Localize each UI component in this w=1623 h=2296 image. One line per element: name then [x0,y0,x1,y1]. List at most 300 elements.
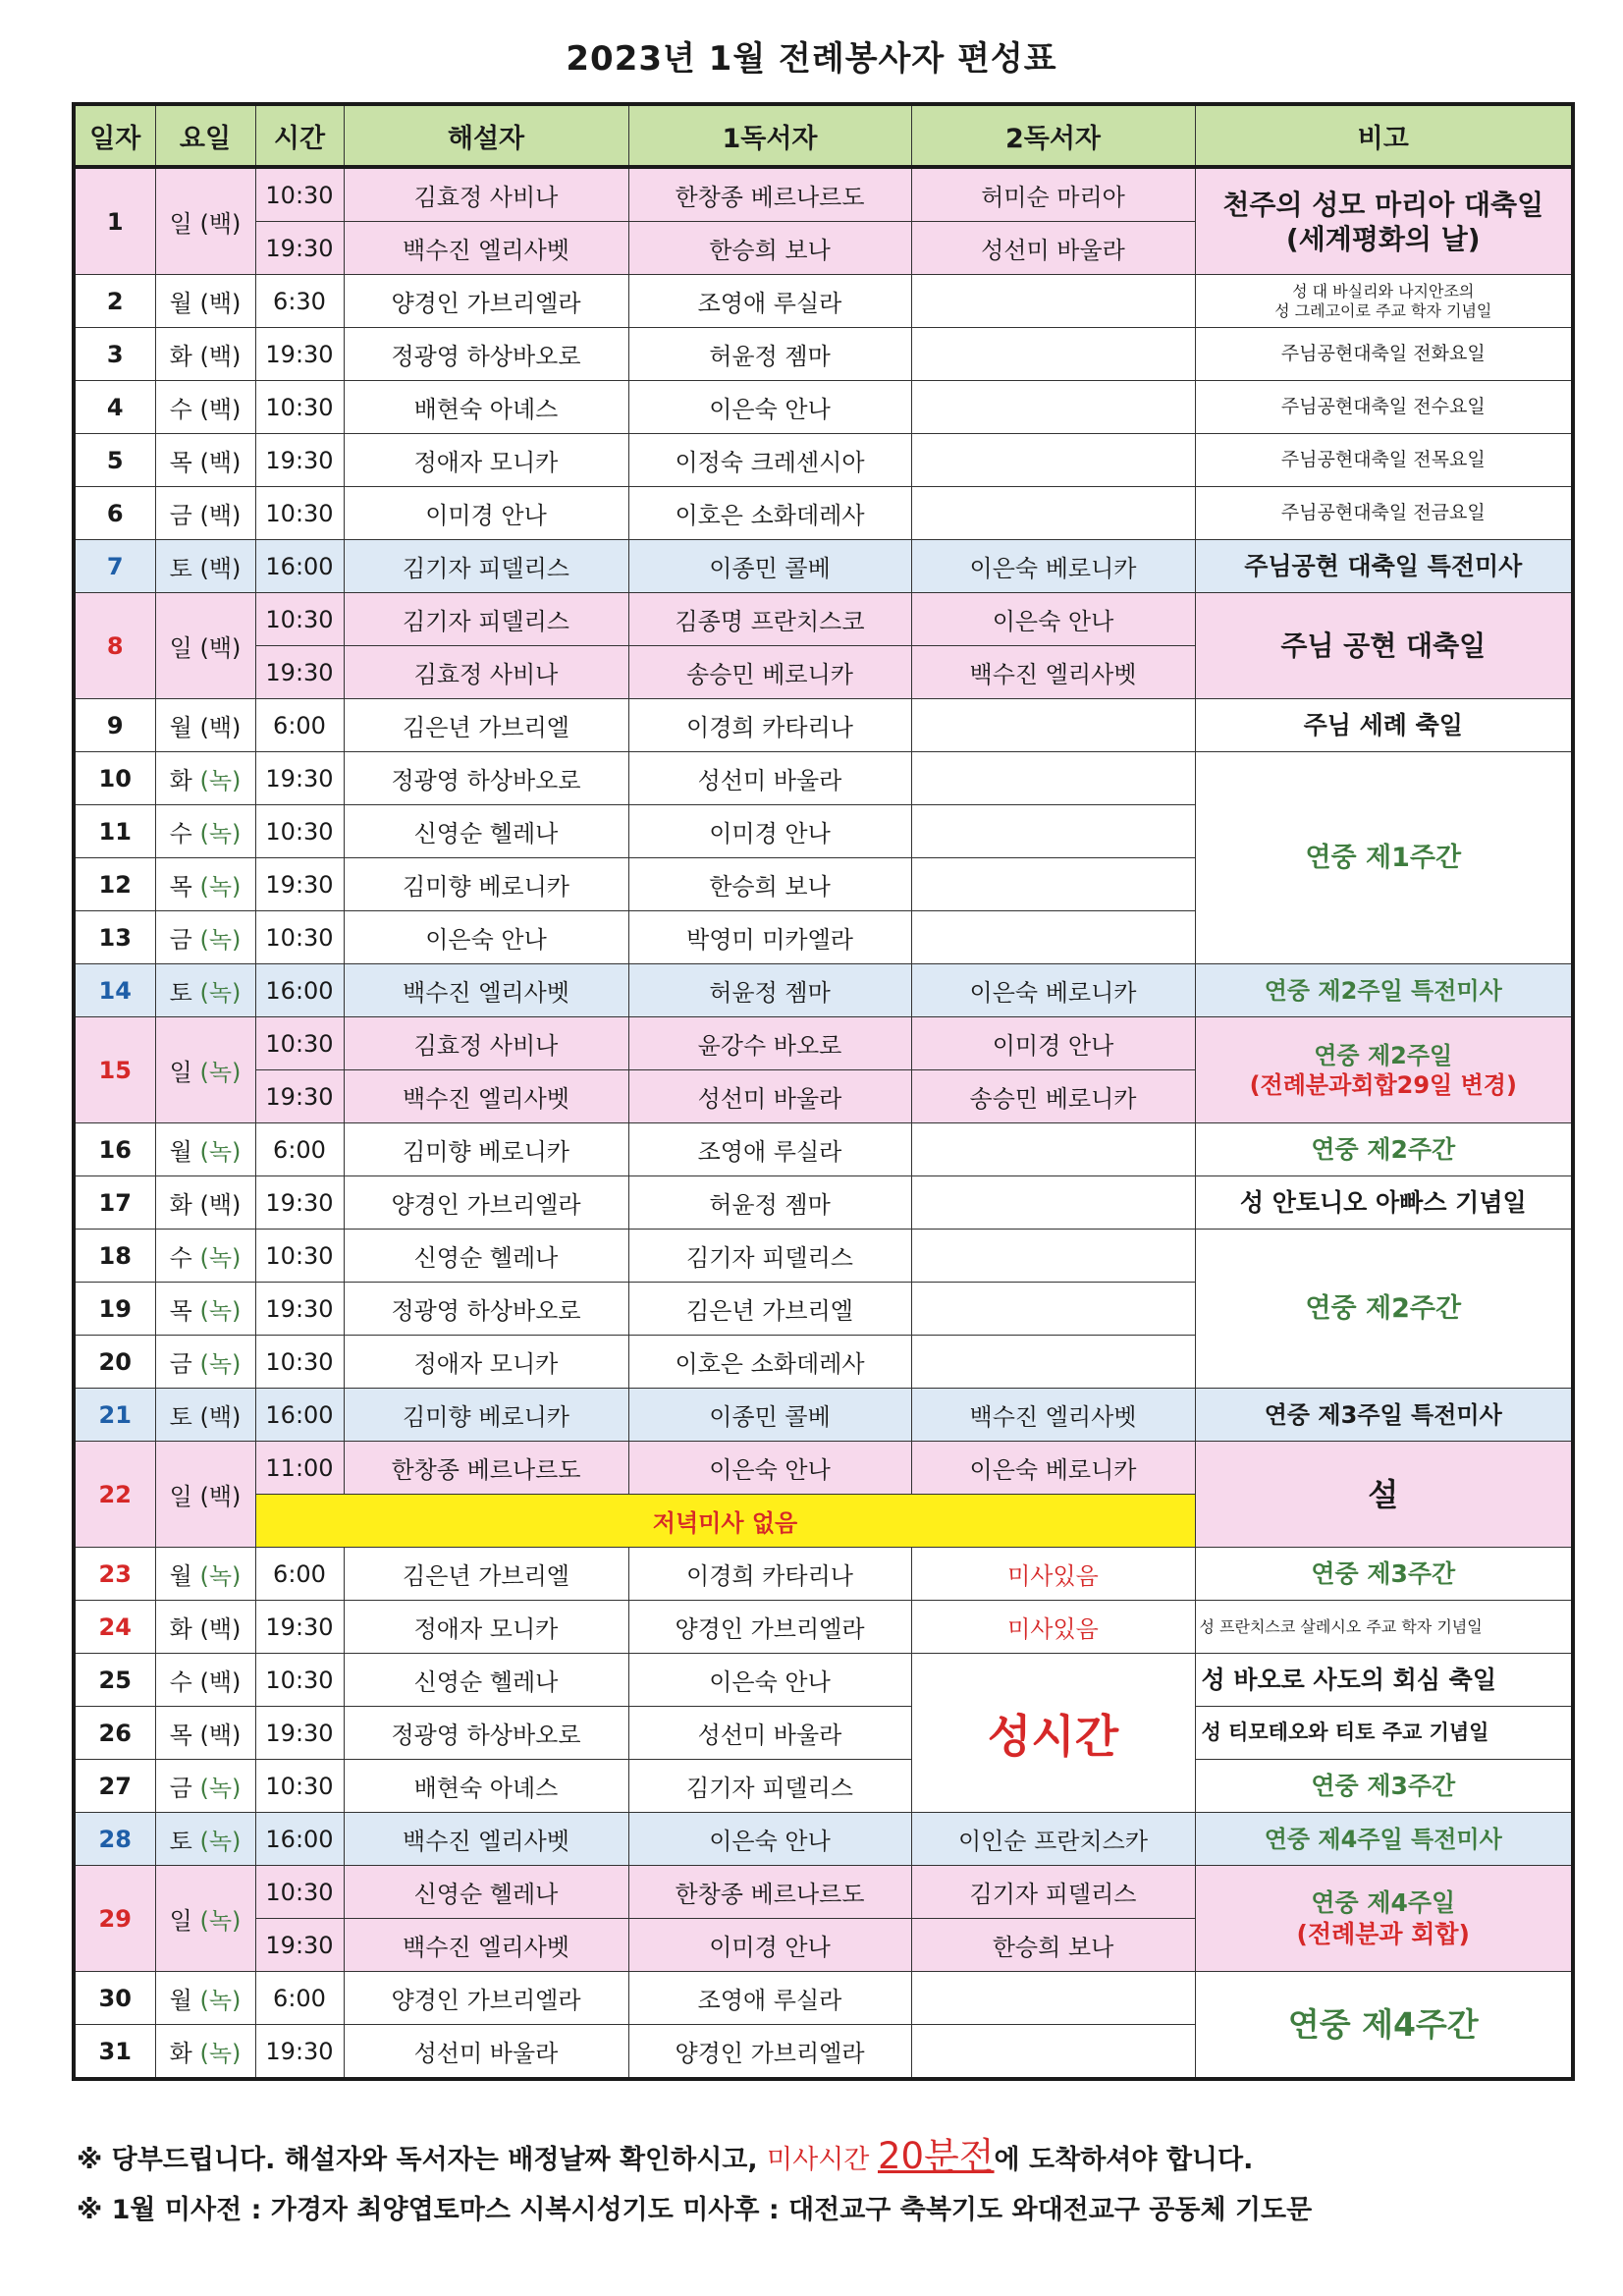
weekday-label: 화 [169,767,192,794]
table-row [74,1972,1573,2025]
commentator-cell: 양경인 가브리엘라 [344,275,628,328]
weekday-cell [155,1654,255,1707]
day-cell: 8 [74,593,155,699]
reader1-cell: 이은숙 안나 [628,1654,911,1707]
weekday-cell [155,593,255,699]
notes-cell: 주님공현대축일 전목요일 [1195,434,1573,487]
reader2-cell: 허미순 마리아 [911,167,1195,222]
weekday-label: 월 [169,290,192,317]
reader2-cell [911,752,1195,805]
vestment-color: (녹) [199,1244,242,1272]
vestment-color: (백) [199,1668,242,1696]
table-row [74,1813,1573,1866]
weekday-cell [155,805,255,858]
header-commentator: 해설자 [344,104,628,167]
day-cell: 22 [74,1442,155,1548]
reader2-cell [911,1972,1195,2025]
commentator-cell: 정광영 하상바오로 [344,1707,628,1760]
commentator-cell: 이미경 안나 [344,487,628,540]
reader2-cell [911,381,1195,434]
table-row [74,434,1573,487]
notes-cell: 연중 제1주간 [1195,752,1573,964]
note-line: 연중 제4주일 [1311,1888,1456,1918]
weekday-cell [155,1707,255,1760]
day-cell: 16 [74,1123,155,1176]
reader2-cell [911,858,1195,911]
time-cell: 19:30 [255,1283,344,1336]
vestment-color: (백) [199,449,242,476]
reader1-cell: 한창종 베르나르도 [628,167,911,222]
no-evening-mass-banner: 저녁미사 없음 [255,1495,1195,1548]
commentator-cell: 백수진 엘리사벳 [344,1813,628,1866]
time-cell: 19:30 [255,646,344,699]
weekday-cell [155,1123,255,1176]
reader2-cell [911,1176,1195,1230]
weekday-label: 금 [169,1775,192,1802]
time-cell: 10:30 [255,1866,344,1919]
day-cell: 11 [74,805,155,858]
commentator-cell: 김기자 피델리스 [344,540,628,593]
note-line: 성 그레고이로 주교 학자 기념일 [1274,301,1492,320]
day-cell: 15 [74,1017,155,1123]
commentator-cell: 신영순 헬레나 [344,1654,628,1707]
weekday-cell [155,2025,255,2080]
vestment-color: (백) [199,396,242,423]
vestment-color: (녹) [199,2040,242,2067]
time-cell: 10:30 [255,593,344,646]
vestment-color: (백) [199,634,242,662]
commentator-cell: 배현숙 아녜스 [344,1760,628,1813]
weekday-cell [155,1389,255,1442]
commentator-cell: 정광영 하상바오로 [344,752,628,805]
vestment-color: (녹) [199,1297,242,1325]
weekday-cell [155,858,255,911]
note-line: (세계평화의 날) [1285,222,1481,255]
reader1-cell: 허윤정 젬마 [628,964,911,1017]
time-cell: 19:30 [255,328,344,381]
reader1-cell: 한승희 보나 [628,222,911,275]
day-cell: 10 [74,752,155,805]
notes-cell: 주님공현대축일 전수요일 [1195,381,1573,434]
notes-cell: 연중 제4주간 [1195,1972,1573,2080]
weekday-cell [155,752,255,805]
weekday-label: 수 [169,1668,192,1696]
time-cell: 6:30 [255,275,344,328]
weekday-cell [155,1548,255,1601]
reader1-cell: 조영애 루실라 [628,1972,911,2025]
weekday-label: 수 [169,1244,192,1272]
reader1-cell: 양경인 가브리엘라 [628,1601,911,1654]
commentator-cell: 양경인 가브리엘라 [344,1972,628,2025]
reader1-cell: 이경희 카타리나 [628,699,911,752]
time-cell: 10:30 [255,1230,344,1283]
reader1-cell: 김기자 피델리스 [628,1230,911,1283]
reader1-cell: 이종민 콜베 [628,540,911,593]
time-cell: 19:30 [255,1919,344,1972]
table-row [74,1123,1573,1176]
table-row [74,1866,1573,1919]
header-notes: 비고 [1195,104,1573,167]
reader2-cell: 이은숙 베로니카 [911,964,1195,1017]
day-cell: 28 [74,1813,155,1866]
note-line: 천주의 성모 마리아 대축일 [1222,188,1544,221]
reader1-cell: 김은년 가브리엘 [628,1283,911,1336]
vestment-color: (녹) [199,1562,242,1590]
reader2-cell [911,275,1195,328]
table-row [74,1548,1573,1601]
table-row [74,752,1573,805]
reader1-cell: 이호은 소화데레사 [628,487,911,540]
reader1-cell: 한창종 베르나르도 [628,1866,911,1919]
reader2-cell: 김기자 피델리스 [911,1866,1195,1919]
reader1-cell: 송승민 베로니카 [628,646,911,699]
commentator-cell: 정광영 하상바오로 [344,1283,628,1336]
commentator-cell: 신영순 헬레나 [344,1230,628,1283]
day-cell: 1 [74,167,155,275]
notes-cell: 주님공현대축일 전금요일 [1195,487,1573,540]
day-cell: 14 [74,964,155,1017]
commentator-cell: 정광영 하상바오로 [344,328,628,381]
weekday-label: 토 [169,979,192,1007]
reader1-cell: 양경인 가브리엘라 [628,2025,911,2080]
weekday-label: 월 [169,1562,192,1590]
vestment-color: (녹) [199,1350,242,1378]
weekday-label: 화 [169,2040,192,2067]
vestment-color: (백) [199,1483,242,1510]
commentator-cell: 정애자 모니카 [344,1336,628,1389]
notes-cell: 연중 제2주일 특전미사 [1195,964,1573,1017]
weekday-cell [155,275,255,328]
reader1-cell: 허윤정 젬마 [628,1176,911,1230]
day-cell: 19 [74,1283,155,1336]
commentator-cell: 김효정 사비나 [344,646,628,699]
reader2-cell [911,911,1195,964]
weekday-cell [155,1601,255,1654]
time-cell: 19:30 [255,752,344,805]
weekday-label: 일 [169,1483,192,1510]
reader1-cell: 이경희 카타리나 [628,1548,911,1601]
time-cell: 11:00 [255,1442,344,1495]
notes-cell: 설 [1195,1442,1573,1548]
reader2-cell [911,805,1195,858]
day-cell: 24 [74,1601,155,1654]
day-cell: 26 [74,1707,155,1760]
commentator-cell: 백수진 엘리사벳 [344,1919,628,1972]
time-cell: 6:00 [255,699,344,752]
reader2-cell: 성선미 바울라 [911,222,1195,275]
weekday-label: 토 [169,555,192,582]
weekday-cell [155,1017,255,1123]
table-row [74,1176,1573,1230]
time-cell: 10:30 [255,1336,344,1389]
reader1-cell: 이종민 콜베 [628,1389,911,1442]
weekday-label: 금 [169,502,192,529]
time-cell: 19:30 [255,434,344,487]
commentator-cell: 김기자 피델리스 [344,593,628,646]
commentator-cell: 배현숙 아녜스 [344,381,628,434]
notes-cell [1195,1866,1573,1972]
header-day: 일자 [74,104,155,167]
notes-cell: 연중 제3주간 [1195,1548,1573,1601]
schedule-table [72,102,1575,2081]
weekday-cell [155,1972,255,2025]
day-cell: 18 [74,1230,155,1283]
reader2-cell: 이인순 프란치스카 [911,1813,1195,1866]
weekday-cell [155,540,255,593]
weekday-label: 일 [169,1059,192,1086]
footer-text: ※ 당부드립니다. 해설자와 독서자는 배정날짜 확인하시고, [77,2145,768,2175]
time-cell: 19:30 [255,1176,344,1230]
note-line: 연중 제2주일 [1314,1041,1453,1069]
commentator-cell: 백수진 엘리사벳 [344,964,628,1017]
table-row [74,328,1573,381]
weekday-label: 화 [169,1191,192,1219]
footer-text-emphasis: 20분전 [877,2135,995,2177]
day-cell: 17 [74,1176,155,1230]
vestment-color: (녹) [199,1987,242,2014]
time-cell: 16:00 [255,1813,344,1866]
notes-cell: 성 티모테오와 티토 주교 기념일 [1195,1707,1573,1760]
weekday-cell [155,1866,255,1972]
day-cell: 30 [74,1972,155,2025]
weekday-cell [155,1283,255,1336]
time-cell: 16:00 [255,540,344,593]
notes-cell [1195,167,1573,275]
table-row [74,1442,1573,1495]
day-cell: 20 [74,1336,155,1389]
day-cell: 9 [74,699,155,752]
notes-cell: 주님 공현 대축일 [1195,593,1573,699]
weekday-cell [155,1813,255,1866]
reader1-cell: 윤강수 바오로 [628,1017,911,1070]
notes-cell: 성 안토니오 아빠스 기념일 [1195,1176,1573,1230]
time-cell: 10:30 [255,1760,344,1813]
reader2-cell: 성시간 [911,1654,1195,1813]
weekday-cell [155,434,255,487]
reader2-cell [911,434,1195,487]
commentator-cell: 정애자 모니카 [344,1601,628,1654]
vestment-color: (녹) [199,767,242,794]
weekday-cell [155,487,255,540]
weekday-label: 수 [169,396,192,423]
reader1-cell: 한승희 보나 [628,858,911,911]
notes-cell: 연중 제4주일 특전미사 [1195,1813,1573,1866]
reader1-cell: 성선미 바울라 [628,752,911,805]
reader1-cell: 김기자 피델리스 [628,1760,911,1813]
commentator-cell: 김미향 베로니카 [344,1123,628,1176]
reader2-cell [911,328,1195,381]
reader2-cell: 이은숙 베로니카 [911,1442,1195,1495]
reader2-cell [911,487,1195,540]
commentator-cell: 김효정 사비나 [344,1017,628,1070]
table-row [74,1707,1573,1760]
weekday-cell [155,328,255,381]
vestment-color: (녹) [199,873,242,901]
notes-cell: 연중 제3주일 특전미사 [1195,1389,1573,1442]
weekday-label: 화 [169,343,192,370]
vestment-color: (백) [199,1615,242,1643]
reader1-cell: 허윤정 젬마 [628,328,911,381]
time-cell: 6:00 [255,1972,344,2025]
reader1-cell: 이은숙 안나 [628,381,911,434]
weekday-label: 목 [169,1722,192,1749]
reader2-cell: 이은숙 베로니카 [911,540,1195,593]
commentator-cell: 김미향 베로니카 [344,1389,628,1442]
reader1-cell: 이은숙 안나 [628,1442,911,1495]
reader2-cell [911,1283,1195,1336]
commentator-cell: 양경인 가브리엘라 [344,1176,628,1230]
time-cell: 10:30 [255,805,344,858]
time-cell: 19:30 [255,858,344,911]
time-cell: 19:30 [255,2025,344,2080]
day-cell: 25 [74,1654,155,1707]
day-cell: 6 [74,487,155,540]
table-row [74,1654,1573,1707]
day-cell: 31 [74,2025,155,2080]
weekday-cell [155,1760,255,1813]
header-reader1: 1독서자 [628,104,911,167]
table-row [74,1017,1573,1070]
footer-prayer-note: ※ 1월 미사전 : 가경자 최양엽토마스 시복시성기도 미사후 : 대전교구 축복기도 와대전교구 공동체 기도문 [77,2195,1313,2225]
reader1-cell: 박영미 미카엘라 [628,911,911,964]
notes-cell: 연중 제2주간 [1195,1230,1573,1389]
note-line: 성 대 바실리와 나지안조의 [1292,281,1475,301]
commentator-cell: 백수진 엘리사벳 [344,1070,628,1123]
weekday-label: 월 [169,714,192,741]
reader2-cell: 미사있음 [911,1601,1195,1654]
vestment-color: (백) [199,1403,242,1431]
reader1-cell: 이미경 안나 [628,805,911,858]
weekday-cell [155,911,255,964]
commentator-cell: 김은년 가브리엘 [344,1548,628,1601]
time-cell: 10:30 [255,381,344,434]
reader2-cell: 백수진 엘리사벳 [911,1389,1195,1442]
header-row [74,104,1573,167]
reader2-cell: 한승희 보나 [911,1919,1195,1972]
note-line: (전례분과회합29일 변경) [1249,1070,1517,1099]
weekday-cell [155,1176,255,1230]
table-row [74,275,1573,328]
commentator-cell: 김은년 가브리엘 [344,699,628,752]
reader1-cell: 김종명 프란치스코 [628,593,911,646]
time-cell: 19:30 [255,1707,344,1760]
vestment-color: (백) [199,1191,242,1219]
reader2-cell: 백수진 엘리사벳 [911,646,1195,699]
time-cell: 16:00 [255,1389,344,1442]
vestment-color: (녹) [199,820,242,847]
page-title: 2023년 1월 전례봉사자 편성표 [566,39,1057,79]
time-cell: 16:00 [255,964,344,1017]
commentator-cell: 신영순 헬레나 [344,805,628,858]
vestment-color: (녹) [199,926,242,954]
commentator-cell: 김미향 베로니카 [344,858,628,911]
notes-cell: 성 바오로 사도의 회심 축일 [1195,1654,1573,1707]
notes-cell [1195,1017,1573,1123]
commentator-cell: 이은숙 안나 [344,911,628,964]
vestment-color: (녹) [199,1059,242,1086]
weekday-label: 일 [169,1907,192,1935]
time-cell: 10:30 [255,487,344,540]
note-line: (전례분과 회합) [1296,1919,1470,1948]
table-row [74,964,1573,1017]
reader2-cell: 이은숙 안나 [911,593,1195,646]
footer-text-red: 미사시간 [767,2145,878,2175]
time-cell: 10:30 [255,911,344,964]
weekday-label: 월 [169,1987,192,2014]
weekday-cell [155,964,255,1017]
header-time: 시간 [255,104,344,167]
notes-cell: 주님 세례 축일 [1195,699,1573,752]
weekday-cell [155,699,255,752]
commentator-cell: 성선미 바울라 [344,2025,628,2080]
reader1-cell: 이미경 안나 [628,1919,911,1972]
table-row [74,487,1573,540]
reader1-cell: 조영애 루실라 [628,1123,911,1176]
table-row [74,167,1573,222]
notes-cell [1195,275,1573,328]
weekday-cell [155,381,255,434]
weekday-cell [155,1230,255,1283]
day-cell: 4 [74,381,155,434]
commentator-cell: 김효정 사비나 [344,167,628,222]
vestment-color: (백) [199,555,242,582]
reader2-cell: 송승민 베로니카 [911,1070,1195,1123]
footer-text: 에 도착하셔야 합니다. [994,2145,1254,2175]
vestment-color: (녹) [199,1775,242,1802]
reader1-cell: 성선미 바울라 [628,1707,911,1760]
weekday-label: 일 [169,210,192,238]
table-row [74,1389,1573,1442]
table-row [74,593,1573,646]
time-cell: 6:00 [255,1548,344,1601]
notes-cell: 주님공현대축일 전화요일 [1195,328,1573,381]
notes-cell: 주님공현 대축일 특전미사 [1195,540,1573,593]
vestment-color: (녹) [199,1138,242,1166]
day-cell: 27 [74,1760,155,1813]
vestment-color: (백) [199,502,242,529]
reader1-cell: 이호은 소화데레사 [628,1336,911,1389]
table-row [74,1760,1573,1813]
weekday-cell [155,167,255,275]
day-cell: 2 [74,275,155,328]
weekday-label: 토 [169,1828,192,1855]
time-cell: 19:30 [255,222,344,275]
vestment-color: (녹) [199,1828,242,1855]
reader2-cell [911,2025,1195,2080]
day-cell: 13 [74,911,155,964]
weekday-label: 금 [169,926,192,954]
commentator-cell: 한창종 베르나르도 [344,1442,628,1495]
weekday-label: 목 [169,1297,192,1325]
weekday-label: 목 [169,449,192,476]
weekday-cell [155,1442,255,1548]
vestment-color: (녹) [199,979,242,1007]
commentator-cell: 정애자 모니카 [344,434,628,487]
reader1-cell: 이은숙 안나 [628,1813,911,1866]
time-cell: 10:30 [255,1017,344,1070]
day-cell: 29 [74,1866,155,1972]
day-cell: 23 [74,1548,155,1601]
day-cell: 5 [74,434,155,487]
day-cell: 3 [74,328,155,381]
weekday-label: 금 [169,1350,192,1378]
day-cell: 21 [74,1389,155,1442]
time-cell: 19:30 [255,1601,344,1654]
notes-cell: 연중 제2주간 [1195,1123,1573,1176]
time-cell: 10:30 [255,1654,344,1707]
footer-reminder [77,2126,1253,2179]
day-cell: 7 [74,540,155,593]
